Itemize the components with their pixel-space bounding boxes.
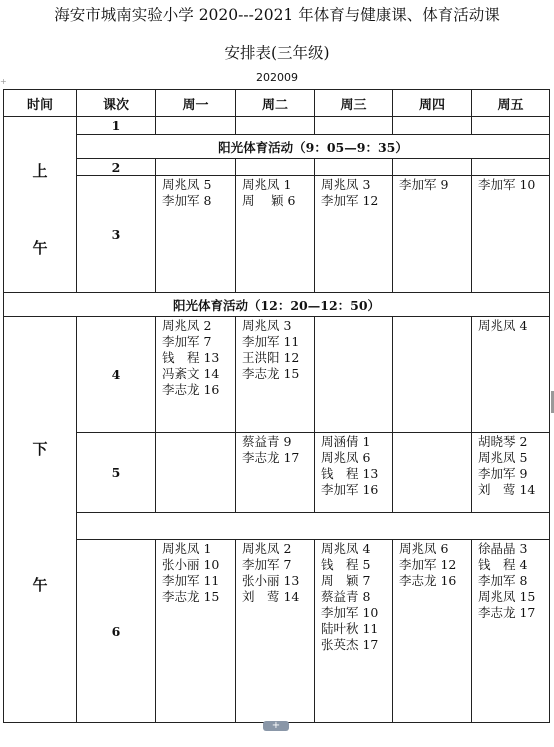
cell-p4-mon	[156, 317, 236, 433]
period-4: 4	[77, 317, 156, 433]
cell-p6-mon	[156, 540, 236, 723]
schedule-entry: 李加军 9	[478, 466, 528, 481]
table-row	[4, 159, 550, 176]
schedule-entry: 徐晶晶 3	[478, 541, 528, 556]
period-2: 2	[77, 159, 156, 176]
schedule-entry: 周 颖 6	[242, 193, 296, 208]
schedule-entry: 李加军 16	[321, 482, 379, 497]
cell-p3-wed	[315, 176, 393, 293]
table-row	[4, 176, 550, 293]
table-row	[4, 293, 550, 317]
table-row	[4, 117, 550, 135]
cell-p4-wed	[315, 317, 393, 433]
cell-p1-fri	[472, 117, 550, 135]
am-label-top: 上	[32, 161, 48, 180]
schedule-entry: 周兆凤 4	[321, 541, 371, 556]
schedule-entry: 张小丽 10	[162, 557, 220, 572]
schedule-entries	[236, 317, 314, 382]
schedule-entry: 李加军 11	[162, 573, 220, 588]
schedule-entry: 李志龙 15	[162, 589, 220, 604]
cell-p2-thu	[393, 159, 472, 176]
schedule-entry: 李志龙 17	[242, 450, 300, 465]
schedule-entry: 周 颖 7	[321, 573, 371, 588]
schedule-entries	[393, 540, 471, 589]
schedule-entry: 周兆凤 4	[478, 318, 528, 333]
schedule-entries	[156, 317, 235, 398]
schedule-entry: 周兆凤 15	[478, 589, 536, 604]
pm-label-cell	[4, 317, 77, 723]
schedule-entry: 蔡益青 8	[321, 589, 371, 604]
cell-p5-thu	[393, 433, 472, 513]
table-row	[4, 317, 550, 433]
schedule-entry: 周兆凤 2	[162, 318, 212, 333]
cell-p2-wed	[315, 159, 393, 176]
cell-p6-wed	[315, 540, 393, 723]
page-subtitle: 安排表(三年级)	[224, 44, 330, 62]
table-row	[4, 513, 550, 540]
schedule-entry: 周兆凤 1	[242, 177, 292, 192]
blank-band	[77, 513, 550, 540]
sunshine-activity-morning: 阳光体育活动（9：05—9：35）	[77, 135, 550, 159]
cell-p4-fri	[472, 317, 550, 433]
header-thu: 周四	[393, 90, 472, 117]
schedule-entry: 李志龙 16	[162, 382, 220, 397]
schedule-entry: 周兆凤 2	[242, 541, 292, 556]
page-corner-mark: +	[0, 77, 7, 86]
schedule-entry: 李加军 11	[242, 334, 300, 349]
cell-p1-thu	[393, 117, 472, 135]
pm-label-top: 下	[32, 439, 48, 458]
cell-p5-mon	[156, 433, 236, 513]
schedule-entries	[472, 317, 549, 334]
table-header-row	[4, 90, 550, 117]
schedule-entry: 李加军 10	[321, 605, 379, 620]
schedule-entry: 周兆凤 3	[321, 177, 371, 192]
schedule-entry: 胡晓琴 2	[478, 434, 528, 449]
header-mon: 周一	[156, 90, 236, 117]
cell-p3-thu	[393, 176, 472, 293]
cell-p3-mon	[156, 176, 236, 293]
schedule-entries	[472, 540, 549, 621]
schedule-entries	[156, 540, 235, 605]
cell-p6-tue	[236, 540, 315, 723]
table-row	[4, 540, 550, 723]
schedule-entry: 李志龙 15	[242, 366, 300, 381]
schedule-entry: 李志龙 17	[478, 605, 536, 620]
schedule-date: 202009	[256, 71, 298, 84]
schedule-entry: 李加军 8	[478, 573, 528, 588]
schedule-entry: 刘 莺 14	[242, 589, 300, 604]
cell-p5-wed	[315, 433, 393, 513]
cell-p3-tue	[236, 176, 315, 293]
cell-p2-fri	[472, 159, 550, 176]
cell-p6-thu	[393, 540, 472, 723]
schedule-entry: 周兆凤 3	[242, 318, 292, 333]
schedule-entries	[393, 176, 471, 193]
header-time: 时间	[4, 90, 77, 117]
schedule-entries	[156, 176, 235, 209]
schedule-entry: 王洪阳 12	[242, 350, 300, 365]
schedule-entry: 李加军 10	[478, 177, 536, 192]
cell-p4-tue	[236, 317, 315, 433]
schedule-entry: 李加军 7	[162, 334, 212, 349]
schedule-entries	[472, 176, 549, 193]
cell-p1-tue	[236, 117, 315, 135]
schedule-entry: 李加军 7	[242, 557, 292, 572]
cell-p4-thu	[393, 317, 472, 433]
sunshine-activity-noon: 阳光体育活动（12：20—12：50）	[4, 293, 550, 317]
schedule-entry: 周涵倩 1	[321, 434, 371, 449]
schedule-entries	[315, 176, 392, 209]
schedule-entry: 钱 程 5	[321, 557, 371, 572]
cell-p1-wed	[315, 117, 393, 135]
schedule-entry: 周兆凤 1	[162, 541, 212, 556]
schedule-entry: 蔡益青 9	[242, 434, 292, 449]
schedule-entry: 陆叶秋 11	[321, 621, 379, 636]
schedule-entry: 冯紊文 14	[162, 366, 220, 381]
schedule-entries	[236, 540, 314, 605]
schedule-entries	[315, 433, 392, 498]
header-fri: 周五	[472, 90, 550, 117]
schedule-entry: 李加军 8	[162, 193, 212, 208]
cell-p6-fri	[472, 540, 550, 723]
header-period: 课次	[77, 90, 156, 117]
am-label-cell	[4, 117, 77, 293]
schedule-table	[3, 89, 550, 723]
schedule-entries	[236, 433, 314, 466]
schedule-entry: 钱 程 13	[321, 466, 379, 481]
schedule-entry: 李加军 12	[321, 193, 379, 208]
cell-p5-fri	[472, 433, 550, 513]
pm-label-bottom: 午	[32, 575, 48, 594]
schedule-entry: 张小丽 13	[242, 573, 300, 588]
schedule-entry: 钱 程 4	[478, 557, 528, 572]
schedule-entries	[315, 540, 392, 653]
schedule-entry: 张英杰 17	[321, 637, 379, 652]
table-row	[4, 433, 550, 513]
header-tue: 周二	[236, 90, 315, 117]
schedule-entry: 李志龙 16	[399, 573, 457, 588]
period-6: 6	[77, 540, 156, 723]
schedule-entry: 周兆凤 5	[162, 177, 212, 192]
schedule-entry: 李加军 9	[399, 177, 449, 192]
schedule-entry: 刘 莺 14	[478, 482, 536, 497]
schedule-entry: 李加军 12	[399, 557, 457, 572]
am-label-bottom: 午	[32, 238, 48, 257]
period-3: 3	[77, 176, 156, 293]
cell-p2-tue	[236, 159, 315, 176]
header-wed: 周三	[315, 90, 393, 117]
cell-p1-mon	[156, 117, 236, 135]
schedule-entry: 周兆凤 6	[399, 541, 449, 556]
period-1: 1	[77, 117, 156, 135]
cell-p2-mon	[156, 159, 236, 176]
cell-p5-tue	[236, 433, 315, 513]
table-row	[4, 135, 550, 159]
add-page-button[interactable]: +	[263, 721, 289, 731]
schedule-entry: 钱 程 13	[162, 350, 220, 365]
schedule-entry: 周兆凤 6	[321, 450, 371, 465]
cell-p3-fri	[472, 176, 550, 293]
period-5: 5	[77, 433, 156, 513]
page-title: 海安市城南实验小学 2020---2021 年体育与健康课、体育活动课	[54, 6, 500, 24]
schedule-entries	[472, 433, 549, 498]
schedule-entries	[236, 176, 314, 209]
schedule-entry: 周兆凤 5	[478, 450, 528, 465]
